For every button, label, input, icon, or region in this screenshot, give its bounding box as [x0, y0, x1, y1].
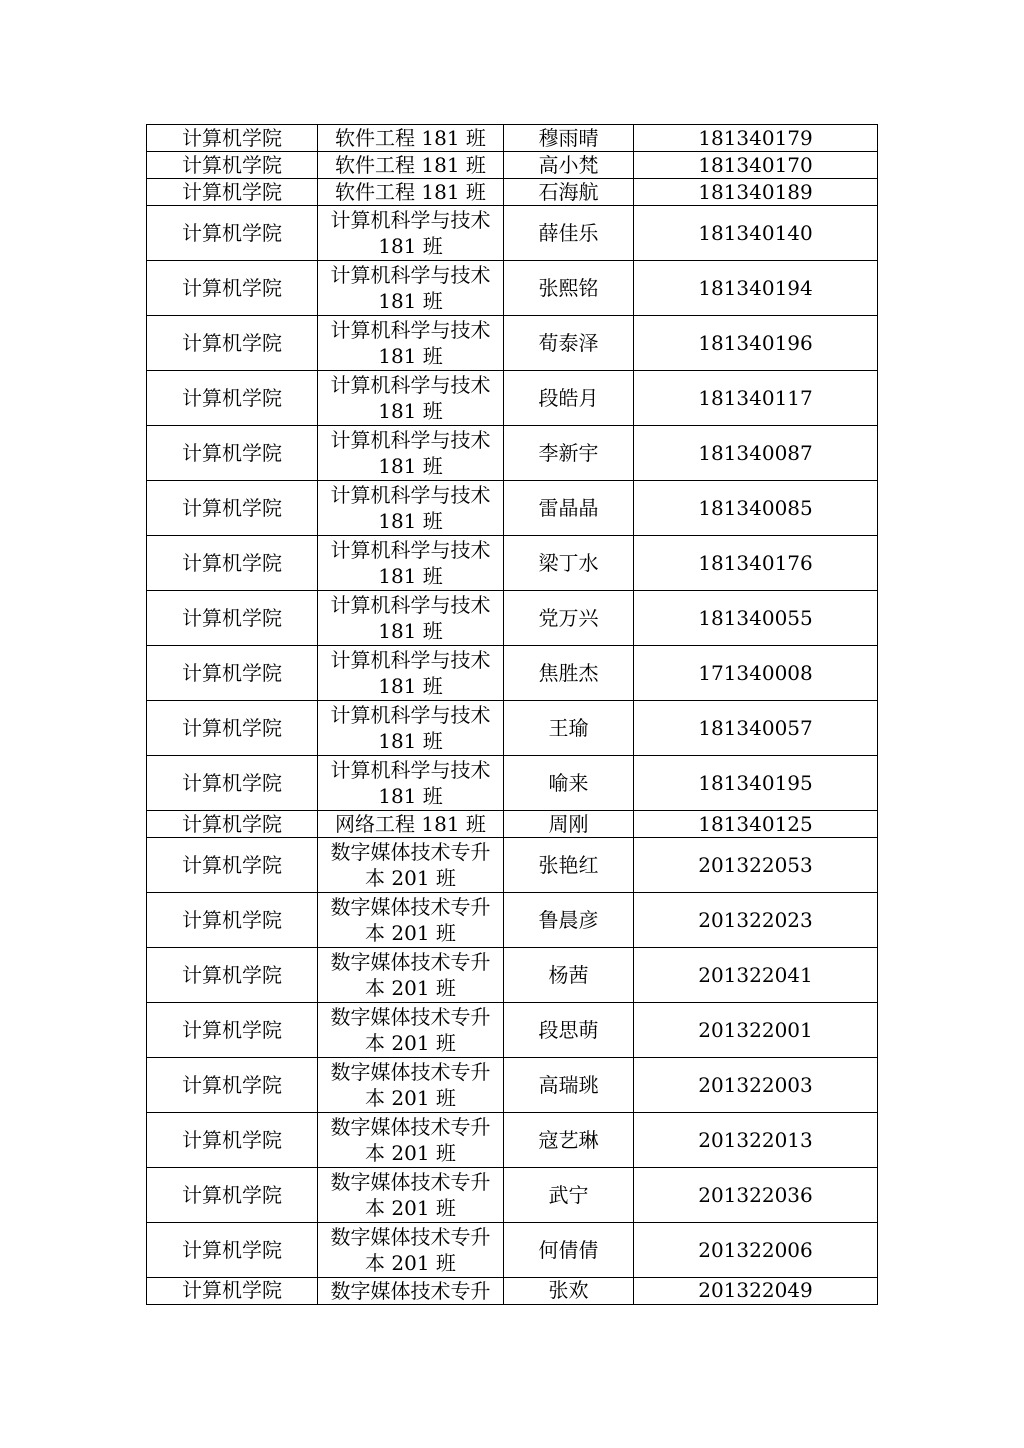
class-cell [318, 1003, 504, 1058]
class-line: 计算机科学与技术 [330, 318, 491, 342]
student-name-cell: 鲁晨彦 [504, 893, 634, 948]
student-name-cell: 荀泰泽 [504, 316, 634, 371]
college-cell: 计算机学院 [147, 701, 318, 756]
class-cell [318, 261, 504, 316]
class-cell [318, 1058, 504, 1113]
student-name-cell: 李新宇 [504, 426, 634, 481]
table-row [147, 893, 878, 948]
student-id-cell: 181340057 [634, 701, 878, 756]
table-row [147, 125, 878, 152]
college-cell: 计算机学院 [147, 125, 318, 152]
student-id-cell: 181340087 [634, 426, 878, 481]
table-row [147, 371, 878, 426]
class-line: 数字媒体技术专升 [330, 840, 491, 864]
student-id-cell: 181340194 [634, 261, 878, 316]
college-cell: 计算机学院 [147, 811, 318, 838]
student-name-cell: 薛佳乐 [504, 206, 634, 261]
student-roster-table [146, 124, 878, 1305]
class-line: 计算机科学与技术 [330, 648, 491, 672]
student-name-cell: 寇艺琳 [504, 1113, 634, 1168]
student-id-cell: 171340008 [634, 646, 878, 701]
roster-body [147, 125, 878, 1305]
class-line: 181 班 [378, 234, 443, 258]
class-line: 计算机科学与技术 [330, 208, 491, 232]
class-line: 181 班 [378, 509, 443, 533]
table-row [147, 206, 878, 261]
class-line: 181 班 [378, 729, 443, 753]
college-cell: 计算机学院 [147, 481, 318, 536]
student-name-cell: 喻来 [504, 756, 634, 811]
student-id-cell: 201322001 [634, 1003, 878, 1058]
class-cell [318, 591, 504, 646]
student-id-cell: 181340140 [634, 206, 878, 261]
class-line: 181 班 [378, 454, 443, 478]
college-cell: 计算机学院 [147, 591, 318, 646]
student-name-cell: 张欢 [504, 1278, 634, 1305]
table-row [147, 481, 878, 536]
table-row [147, 591, 878, 646]
college-cell: 计算机学院 [147, 1168, 318, 1223]
class-line: 本 201 班 [365, 866, 456, 890]
class-line: 本 201 班 [365, 1196, 456, 1220]
student-id-cell: 201322036 [634, 1168, 878, 1223]
student-name-cell: 雷晶晶 [504, 481, 634, 536]
class-line: 181 班 [378, 784, 443, 808]
table-row [147, 1003, 878, 1058]
table-row [147, 1058, 878, 1113]
student-name-cell: 张熙铭 [504, 261, 634, 316]
class-line: 本 201 班 [365, 1031, 456, 1055]
class-line: 本 201 班 [365, 1251, 456, 1275]
student-id-cell: 181340196 [634, 316, 878, 371]
class-cell [318, 316, 504, 371]
class-cell [318, 1223, 504, 1278]
student-name-cell: 段思萌 [504, 1003, 634, 1058]
class-line: 181 班 [378, 564, 443, 588]
table-row [147, 756, 878, 811]
college-cell: 计算机学院 [147, 756, 318, 811]
table-row [147, 948, 878, 1003]
student-id-cell: 181340179 [634, 125, 878, 152]
class-cell [318, 152, 504, 179]
class-cell [318, 811, 504, 838]
student-id-cell: 201322053 [634, 838, 878, 893]
college-cell: 计算机学院 [147, 1058, 318, 1113]
class-cell [318, 125, 504, 152]
college-cell: 计算机学院 [147, 838, 318, 893]
table-row [147, 701, 878, 756]
student-name-cell: 张艳红 [504, 838, 634, 893]
class-line: 数字媒体技术专升 [330, 895, 491, 919]
class-line: 数字媒体技术专升 [330, 1279, 491, 1303]
class-cell [318, 426, 504, 481]
student-id-cell: 181340170 [634, 152, 878, 179]
class-cell [318, 1113, 504, 1168]
table-row [147, 536, 878, 591]
class-line: 网络工程 181 班 [335, 812, 486, 836]
table-row [147, 316, 878, 371]
table-row [147, 152, 878, 179]
student-name-cell: 党万兴 [504, 591, 634, 646]
college-cell: 计算机学院 [147, 646, 318, 701]
college-cell: 计算机学院 [147, 948, 318, 1003]
class-line: 软件工程 181 班 [335, 180, 486, 204]
class-cell [318, 838, 504, 893]
class-line: 计算机科学与技术 [330, 758, 491, 782]
student-name-cell: 何倩倩 [504, 1223, 634, 1278]
class-line: 181 班 [378, 289, 443, 313]
class-line: 本 201 班 [365, 921, 456, 945]
class-line: 本 201 班 [365, 976, 456, 1000]
college-cell: 计算机学院 [147, 1113, 318, 1168]
class-line: 计算机科学与技术 [330, 593, 491, 617]
student-name-cell: 石海航 [504, 179, 634, 206]
table-row [147, 261, 878, 316]
class-line: 本 201 班 [365, 1086, 456, 1110]
student-id-cell: 181340195 [634, 756, 878, 811]
class-cell [318, 536, 504, 591]
class-line: 计算机科学与技术 [330, 263, 491, 287]
student-name-cell: 杨茜 [504, 948, 634, 1003]
student-name-cell: 焦胜杰 [504, 646, 634, 701]
class-cell [318, 893, 504, 948]
table-row [147, 1278, 878, 1305]
college-cell: 计算机学院 [147, 426, 318, 481]
college-cell: 计算机学院 [147, 371, 318, 426]
class-line: 数字媒体技术专升 [330, 1225, 491, 1249]
class-line: 数字媒体技术专升 [330, 1115, 491, 1139]
class-cell [318, 481, 504, 536]
class-line: 计算机科学与技术 [330, 373, 491, 397]
student-id-cell: 201322049 [634, 1278, 878, 1305]
class-cell [318, 206, 504, 261]
student-id-cell: 201322006 [634, 1223, 878, 1278]
student-name-cell: 王瑜 [504, 701, 634, 756]
college-cell: 计算机学院 [147, 1223, 318, 1278]
college-cell: 计算机学院 [147, 179, 318, 206]
class-line: 软件工程 181 班 [335, 126, 486, 150]
student-id-cell: 201322003 [634, 1058, 878, 1113]
student-id-cell: 181340117 [634, 371, 878, 426]
class-line: 数字媒体技术专升 [330, 1060, 491, 1084]
class-cell [318, 701, 504, 756]
class-cell [318, 756, 504, 811]
class-cell [318, 1278, 504, 1305]
class-line: 181 班 [378, 344, 443, 368]
college-cell: 计算机学院 [147, 1003, 318, 1058]
class-cell [318, 948, 504, 1003]
class-line: 软件工程 181 班 [335, 153, 486, 177]
class-line: 数字媒体技术专升 [330, 950, 491, 974]
class-cell [318, 1168, 504, 1223]
class-line: 181 班 [378, 619, 443, 643]
class-line: 181 班 [378, 674, 443, 698]
college-cell: 计算机学院 [147, 1278, 318, 1305]
class-line: 数字媒体技术专升 [330, 1170, 491, 1194]
class-line: 计算机科学与技术 [330, 428, 491, 452]
table-row [147, 838, 878, 893]
student-id-cell: 181340189 [634, 179, 878, 206]
class-cell [318, 179, 504, 206]
student-id-cell: 201322023 [634, 893, 878, 948]
student-name-cell: 段皓月 [504, 371, 634, 426]
table-row [147, 1168, 878, 1223]
class-line: 计算机科学与技术 [330, 703, 491, 727]
table-row [147, 811, 878, 838]
class-line: 计算机科学与技术 [330, 483, 491, 507]
table-row [147, 646, 878, 701]
student-id-cell: 181340055 [634, 591, 878, 646]
student-name-cell: 梁丁水 [504, 536, 634, 591]
student-name-cell: 穆雨晴 [504, 125, 634, 152]
student-id-cell: 181340125 [634, 811, 878, 838]
student-id-cell: 181340176 [634, 536, 878, 591]
college-cell: 计算机学院 [147, 316, 318, 371]
college-cell: 计算机学院 [147, 893, 318, 948]
class-line: 本 201 班 [365, 1141, 456, 1165]
college-cell: 计算机学院 [147, 536, 318, 591]
class-cell [318, 371, 504, 426]
student-name-cell: 武宁 [504, 1168, 634, 1223]
student-name-cell: 周刚 [504, 811, 634, 838]
table-row [147, 426, 878, 481]
class-line: 数字媒体技术专升 [330, 1005, 491, 1029]
college-cell: 计算机学院 [147, 261, 318, 316]
college-cell: 计算机学院 [147, 206, 318, 261]
class-line: 计算机科学与技术 [330, 538, 491, 562]
student-name-cell: 高小梵 [504, 152, 634, 179]
class-line: 181 班 [378, 399, 443, 423]
student-id-cell: 201322041 [634, 948, 878, 1003]
table-row [147, 1113, 878, 1168]
table-row [147, 1223, 878, 1278]
student-name-cell: 高瑞珧 [504, 1058, 634, 1113]
class-cell [318, 646, 504, 701]
student-id-cell: 181340085 [634, 481, 878, 536]
student-id-cell: 201322013 [634, 1113, 878, 1168]
table-row [147, 179, 878, 206]
college-cell: 计算机学院 [147, 152, 318, 179]
